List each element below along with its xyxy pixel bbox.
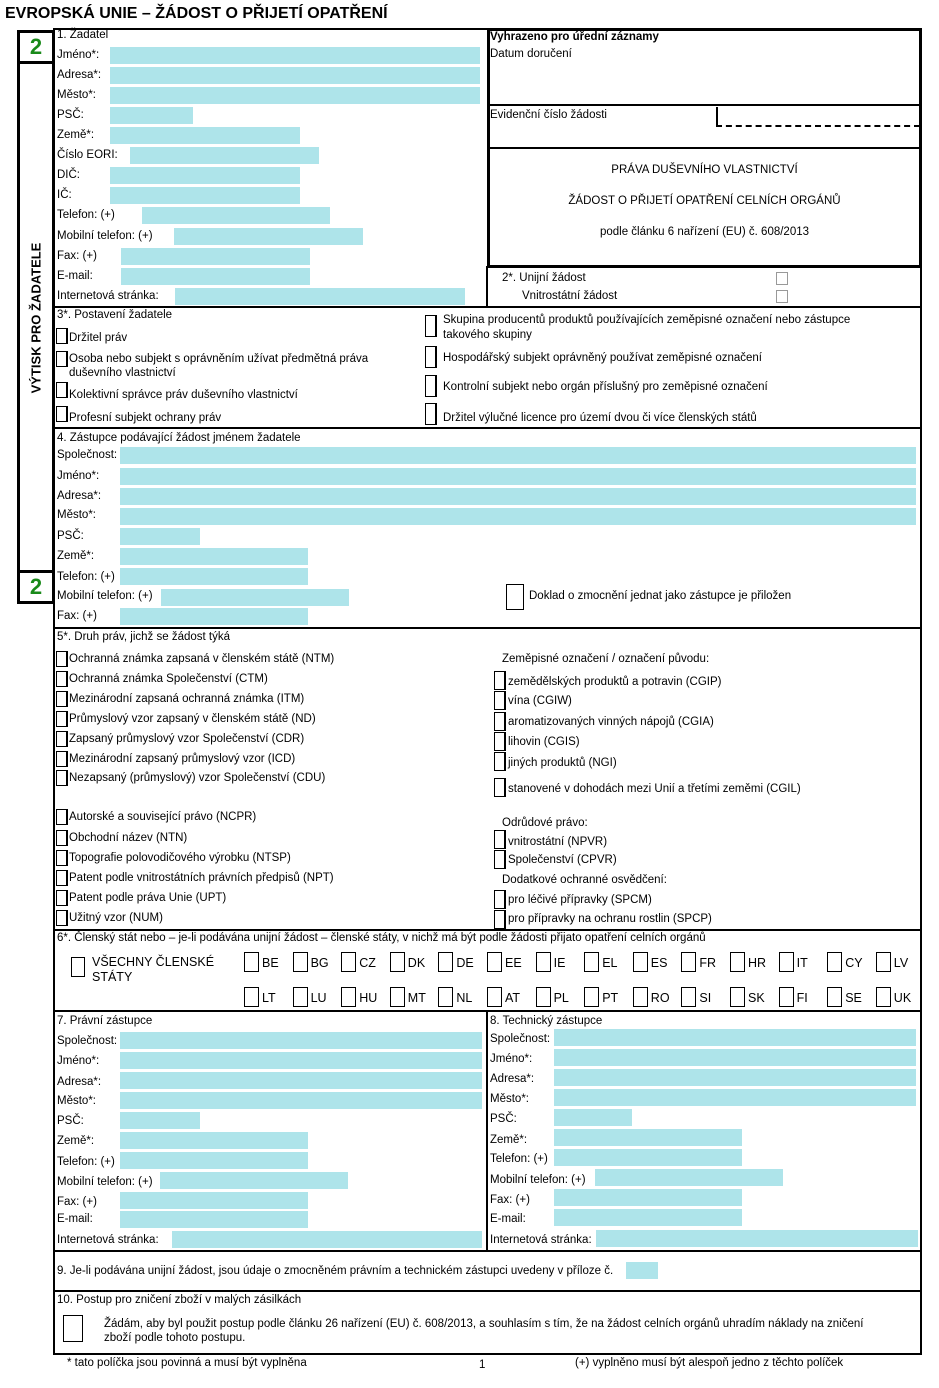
s7-jmeno-label: Jméno*: xyxy=(57,1055,100,1067)
state-label-ee: EE xyxy=(505,956,522,970)
s7-mobil-label: Mobilní telefon: (+) xyxy=(57,1176,153,1188)
s1-fax-label: Fax: (+) xyxy=(57,250,97,262)
office-evidencni-field[interactable] xyxy=(716,107,920,127)
state-label-mt: MT xyxy=(407,991,426,1005)
s5-dod-1: pro přípravky na ochranu rostlin (SPCP) xyxy=(508,913,712,925)
s6-all-label-2: STÁTY xyxy=(92,970,133,984)
state-label-bg: BG xyxy=(310,956,329,970)
s7-jmeno-input[interactable] xyxy=(120,1052,482,1069)
s1-heading: 1. Žadatel xyxy=(57,29,109,41)
s7-web-input[interactable] xyxy=(172,1231,482,1248)
s8-email-label: E-mail: xyxy=(490,1213,526,1225)
s5-left2-1: Obchodní název (NTN) xyxy=(69,832,188,844)
state-checkbox-it[interactable] xyxy=(779,952,794,972)
s4-telefon-input[interactable] xyxy=(120,568,308,585)
s8-zeme-input[interactable] xyxy=(554,1129,742,1146)
s4-mobil-input[interactable] xyxy=(161,589,349,606)
s5-cdr-checkbox[interactable] xyxy=(56,731,68,747)
s7-email-label: E-mail: xyxy=(57,1213,93,1225)
s9-priloha-input[interactable] xyxy=(626,1262,658,1279)
s8-psc-input[interactable] xyxy=(554,1109,632,1126)
s7-adresa-input[interactable] xyxy=(120,1072,482,1089)
state-checkbox-bg[interactable] xyxy=(293,952,308,972)
s1-email-label: E-mail: xyxy=(57,270,93,282)
state-label-dk: DK xyxy=(407,956,426,970)
state-label-be: BE xyxy=(262,956,279,970)
state-label-de: DE xyxy=(456,956,474,970)
s10-heading: 10. Postup pro zničení zboží v malých zásilkách xyxy=(57,1294,302,1306)
s5-spcm-checkbox[interactable] xyxy=(494,890,506,909)
s3-skupina-checkbox[interactable] xyxy=(425,315,437,337)
state-checkbox-sk[interactable] xyxy=(730,987,745,1007)
s1-adresa-input[interactable] xyxy=(110,67,480,84)
s7-zeme-label: Země*: xyxy=(57,1135,95,1147)
state-checkbox-at[interactable] xyxy=(487,987,502,1007)
s4-zeme-input[interactable] xyxy=(120,548,308,565)
s6-all-checkbox[interactable] xyxy=(71,957,85,977)
s5-left2-5: Užitný vzor (NUM) xyxy=(69,912,163,924)
s3-drzitel-checkbox[interactable] xyxy=(56,328,68,344)
s8-spolecnost-input[interactable] xyxy=(554,1029,916,1046)
state-checkbox-se[interactable] xyxy=(827,987,842,1007)
state-label-ie: IE xyxy=(553,956,566,970)
s3-hospodarsky-checkbox[interactable] xyxy=(425,346,437,368)
s5-left2-3: Patent podle vnitrostátních právních předpisů (NPT) xyxy=(69,872,334,884)
s7-zeme-input[interactable] xyxy=(120,1132,308,1149)
office-datum-label: Datum doručení xyxy=(490,48,572,60)
s1-telefon-label: Telefon: (+) xyxy=(57,209,115,221)
s4-spolecnost-label: Společnost: xyxy=(57,449,118,461)
s5-icd-checkbox[interactable] xyxy=(56,751,68,767)
s3-profesni-checkbox[interactable] xyxy=(56,406,68,422)
s1-ic-label: IČ: xyxy=(57,189,72,201)
s1-zeme-input[interactable] xyxy=(110,127,300,144)
s8-heading: 8. Technický zástupce xyxy=(490,1015,603,1027)
copy-number-top: 2 xyxy=(17,30,55,64)
s5-left1-5: Mezinárodní zapsaný průmyslový vzor (ICD) xyxy=(69,753,296,765)
s5-cgip-checkbox[interactable] xyxy=(494,671,506,690)
s1-adresa-label: Adresa*: xyxy=(57,69,102,81)
state-checkbox-si[interactable] xyxy=(681,987,696,1007)
s5-cgil-checkbox[interactable] xyxy=(494,778,506,797)
s5-left1-4: Zapsaný průmyslový vzor Společenství (CDR) xyxy=(69,733,305,745)
s5-ncpr-checkbox[interactable] xyxy=(56,809,68,825)
s5-geo-1: vína (CGIW) xyxy=(508,695,572,707)
s4-mesto-label: Město*: xyxy=(57,509,96,521)
s5-geo-heading: Zeměpisné označení / označení původu: xyxy=(502,653,710,665)
s8-jmeno-input[interactable] xyxy=(554,1049,916,1066)
s4-fax-input[interactable] xyxy=(120,608,308,625)
s8-jmeno-label: Jméno*: xyxy=(490,1053,533,1065)
state-checkbox-pl[interactable] xyxy=(536,987,551,1007)
s1-mesto-label: Město*: xyxy=(57,89,96,101)
s8-telefon-input[interactable] xyxy=(554,1149,742,1166)
state-checkbox-mt[interactable] xyxy=(390,987,405,1007)
s8-psc-label: PSČ: xyxy=(490,1113,517,1125)
s5-left2-4: Patent podle práva Unie (UPT) xyxy=(69,892,227,904)
s1-telefon-input[interactable] xyxy=(142,207,330,224)
state-label-si: SI xyxy=(699,991,712,1005)
state-label-el: EL xyxy=(602,956,618,970)
s4-mobil-label: Mobilní telefon: (+) xyxy=(57,590,153,602)
s7-telefon-input[interactable] xyxy=(120,1152,308,1169)
s5-geo-3: lihovin (CGIS) xyxy=(508,736,580,748)
s8-adresa-input[interactable] xyxy=(554,1069,916,1086)
s7-fax-label: Fax: (+) xyxy=(57,1196,97,1208)
s1-web-input[interactable] xyxy=(175,288,465,305)
state-checkbox-el[interactable] xyxy=(584,952,599,972)
state-label-ro: RO xyxy=(650,991,670,1005)
state-checkbox-lt[interactable] xyxy=(244,987,259,1007)
s5-left2-0: Autorské a související právo (NCPR) xyxy=(69,811,257,823)
state-checkbox-ie[interactable] xyxy=(536,952,551,972)
s7-spolecnost-input[interactable] xyxy=(120,1032,482,1049)
s4-doklad-label: Doklad o zmocnění jednat jako zástupce je přiložen xyxy=(529,590,792,602)
office-line2: ŽÁDOST O PŘIJETÍ OPATŘENÍ CELNÍCH ORGÁNŮ xyxy=(568,195,841,207)
s1-ic-input[interactable] xyxy=(110,187,300,204)
s3-left-0: Držitel práv xyxy=(69,332,128,344)
s7-psc-input[interactable] xyxy=(120,1112,200,1129)
s7-spolecnost-label: Společnost: xyxy=(57,1035,118,1047)
s5-geo-2: aromatizovaných vinných nápojů (CGIA) xyxy=(508,716,714,728)
copy-label: VÝTISK PRO ŽADATELE xyxy=(28,242,44,394)
s4-zeme-label: Země*: xyxy=(57,550,95,562)
office-line1: PRÁVA DUŠEVNÍHO VLASTNICTVÍ xyxy=(611,164,798,176)
state-checkbox-lv[interactable] xyxy=(876,952,891,972)
s8-email-input[interactable] xyxy=(554,1209,742,1226)
state-label-pl: PL xyxy=(553,991,569,1005)
s7-telefon-label: Telefon: (+) xyxy=(57,1156,115,1168)
state-checkbox-nl[interactable] xyxy=(438,987,453,1007)
s4-psc-label: PSČ: xyxy=(57,530,84,542)
s1-dic-input[interactable] xyxy=(110,167,300,184)
s4-doklad-checkbox[interactable] xyxy=(506,584,524,610)
state-label-se: SE xyxy=(845,991,862,1005)
s8-spolecnost-label: Společnost: xyxy=(490,1033,551,1045)
s1-email-input[interactable] xyxy=(121,268,310,285)
s10-text-2: zboží podle tohoto postupu. xyxy=(104,1332,246,1344)
s3-kolektivni-checkbox[interactable] xyxy=(56,382,68,398)
s4-jmeno-label: Jméno*: xyxy=(57,470,100,482)
s7-mobil-input[interactable] xyxy=(160,1172,348,1189)
state-checkbox-lu[interactable] xyxy=(293,987,308,1007)
state-checkbox-ee[interactable] xyxy=(487,952,502,972)
s6-heading: 6*. Členský stát nebo – je-li podávána unijní žádost – členské státy, v nichž má být podle žádosti přijato opatření celních orgánů xyxy=(57,932,706,944)
state-checkbox-fr[interactable] xyxy=(681,952,696,972)
s5-itm-checkbox[interactable] xyxy=(56,691,68,707)
s5-geo-5: stanovené v dohodách mezi Unií a třetími zeměmi (CGIL) xyxy=(508,783,801,795)
state-label-es: ES xyxy=(650,956,668,970)
s1-psc-label: PSČ: xyxy=(57,109,84,121)
s5-cpvr-checkbox[interactable] xyxy=(494,850,506,869)
s6-all-label-1: VŠECHNY ČLENSKÉ xyxy=(92,955,215,969)
s1-jmeno-input[interactable] xyxy=(110,47,480,64)
s4-fax-label: Fax: (+) xyxy=(57,610,97,622)
s4-spolecnost-input[interactable] xyxy=(120,447,916,464)
s5-npvr-checkbox[interactable] xyxy=(494,830,506,849)
state-checkbox-cz[interactable] xyxy=(341,952,356,972)
s8-mesto-input[interactable] xyxy=(554,1089,916,1106)
s10-checkbox[interactable] xyxy=(63,1315,83,1342)
state-label-fr: FR xyxy=(699,956,717,970)
s1-jmeno-label: Jméno*: xyxy=(57,49,100,61)
s10-text-1: Žádám, aby byl použit postup podle článku 26 nařízení (EU) č. 608/2013, a souhlasím s tím, že na žádost celních orgánů uhradím náklady na zničení xyxy=(104,1318,864,1330)
state-label-lv: LV xyxy=(893,956,909,970)
s7-heading: 7. Právní zástupce xyxy=(57,1015,153,1027)
s2-unijni-label: 2*. Unijní žádost xyxy=(502,272,586,284)
s5-cgiw-checkbox[interactable] xyxy=(494,691,506,710)
s3-right-2: Hospodářský subjekt oprávněný používat zeměpisné označení xyxy=(443,352,762,364)
state-label-at: AT xyxy=(505,991,521,1005)
s5-cgia-checkbox[interactable] xyxy=(494,712,506,731)
s2-unijni-checkbox[interactable] xyxy=(776,272,788,285)
s5-spcp-checkbox[interactable] xyxy=(494,910,506,929)
s4-jmeno-input[interactable] xyxy=(120,468,916,485)
s5-cgis-checkbox[interactable] xyxy=(494,732,506,751)
s5-nd-checkbox[interactable] xyxy=(56,711,68,727)
s1-mobil-input[interactable] xyxy=(174,228,363,245)
s9-text: 9. Je-li podávána unijní žádost, jsou údaje o zmocněném právním a technickém zástupci uvedeny v příloze č. xyxy=(57,1265,614,1277)
s3-licence-checkbox[interactable] xyxy=(425,403,437,425)
state-label-cz: CZ xyxy=(359,956,376,970)
state-checkbox-be[interactable] xyxy=(244,952,259,972)
s2-vnitrostatni-checkbox[interactable] xyxy=(776,290,788,303)
office-line3: podle článku 6 nařízení (EU) č. 608/2013 xyxy=(599,226,810,238)
s5-dod-heading: Dodatkové ochranné osvědčení: xyxy=(502,874,667,886)
s5-num-checkbox[interactable] xyxy=(56,910,68,926)
s5-ctm-checkbox[interactable] xyxy=(56,671,68,687)
state-label-hu: HU xyxy=(359,991,378,1005)
s1-web-label: Internetová stránka: xyxy=(57,290,159,302)
footer-page-number: 1 xyxy=(479,1359,486,1371)
state-label-pt: PT xyxy=(602,991,619,1005)
s7-web-label: Internetová stránka: xyxy=(57,1234,159,1246)
state-checkbox-uk[interactable] xyxy=(876,987,891,1007)
s2-vnitrostatni-label: Vnitrostátní žádost xyxy=(522,290,618,302)
state-label-lu: LU xyxy=(310,991,327,1005)
s8-fax-label: Fax: (+) xyxy=(490,1194,530,1206)
state-checkbox-de[interactable] xyxy=(438,952,453,972)
state-checkbox-cy[interactable] xyxy=(827,952,842,972)
state-label-nl: NL xyxy=(456,991,473,1005)
s3-right-3: Kontrolní subjekt nebo orgán příslušný pro zeměpisné označení xyxy=(443,381,768,393)
s4-psc-input[interactable] xyxy=(120,528,200,545)
state-label-lt: LT xyxy=(262,991,276,1005)
copy-number-bottom: 2 xyxy=(17,570,55,604)
s3-right-4: Držitel výlučné licence pro území dvou či více členských států xyxy=(443,412,757,424)
s3-right-1: takového skupiny xyxy=(443,329,532,341)
s4-heading: 4. Zástupce podávající žádost jménem žadatele xyxy=(57,432,301,444)
s5-heading: 5*. Druh práv, jichž se žádost týká xyxy=(57,631,230,643)
s3-left-3: Kolektivní správce práv duševního vlastnictví xyxy=(69,389,298,401)
s4-adresa-label: Adresa*: xyxy=(57,490,102,502)
s8-mesto-label: Město*: xyxy=(490,1093,529,1105)
s5-odr-heading: Odrůdové právo: xyxy=(502,817,588,829)
s5-left1-2: Mezinárodní zapsaná ochranná známka (ITM) xyxy=(69,693,305,705)
s7-mesto-label: Město*: xyxy=(57,1095,96,1107)
s5-ntsp-checkbox[interactable] xyxy=(56,850,68,866)
s4-adresa-input[interactable] xyxy=(120,488,916,505)
state-label-cy: CY xyxy=(845,956,863,970)
state-label-hr: HR xyxy=(748,956,767,970)
s5-cdu-checkbox[interactable] xyxy=(56,770,68,786)
s7-fax-input[interactable] xyxy=(120,1192,308,1209)
s1-mesto-input[interactable] xyxy=(110,87,480,104)
s5-left1-6: Nezapsaný (průmyslový) vzor Společenství (CDU) xyxy=(69,772,326,784)
s5-left1-3: Průmyslový vzor zapsaný v členském státě (ND) xyxy=(69,713,316,725)
s5-odr-1: Společenství (CPVR) xyxy=(508,854,617,866)
s3-left-4: Profesní subjekt ochrany práv xyxy=(69,412,222,424)
s1-dic-label: DIČ: xyxy=(57,169,80,181)
s3-right-0: Skupina producentů produktů používajících zeměpisné označení nebo zástupce xyxy=(443,314,851,326)
s1-mobil-label: Mobilní telefon: (+) xyxy=(57,230,153,242)
s8-mobil-input[interactable] xyxy=(595,1169,783,1186)
s1-eori-input[interactable] xyxy=(130,147,319,164)
office-evidencni-label: Evidenční číslo žádosti xyxy=(490,109,607,121)
state-checkbox-hu[interactable] xyxy=(341,987,356,1007)
state-label-fi: FI xyxy=(796,991,808,1005)
s8-adresa-label: Adresa*: xyxy=(490,1073,535,1085)
state-checkbox-es[interactable] xyxy=(633,952,648,972)
s7-email-input[interactable] xyxy=(120,1211,308,1228)
s8-telefon-label: Telefon: (+) xyxy=(490,1153,548,1165)
s5-left1-0: Ochranná známka zapsaná v členském státě (NTM) xyxy=(69,653,335,665)
s3-osoba-checkbox[interactable] xyxy=(56,351,68,367)
state-checkbox-hr[interactable] xyxy=(730,952,745,972)
office-heading: Vyhrazeno pro úřední záznamy xyxy=(490,31,659,43)
s8-zeme-label: Země*: xyxy=(490,1134,528,1146)
s1-fax-input[interactable] xyxy=(121,248,310,265)
s7-adresa-label: Adresa*: xyxy=(57,1076,102,1088)
s5-geo-0: zemědělských produktů a potravin (CGIP) xyxy=(508,676,722,688)
state-label-uk: UK xyxy=(893,991,912,1005)
s5-left2-2: Topografie polovodičového výrobku (NTSP) xyxy=(69,852,291,864)
s1-eori-label: Číslo EORI: xyxy=(57,149,118,161)
s5-dod-0: pro léčivé přípravky (SPCM) xyxy=(508,894,652,906)
s5-npt-checkbox[interactable] xyxy=(56,870,68,886)
s4-mesto-input[interactable] xyxy=(120,508,916,525)
s5-geo-4: jiných produktů (NGI) xyxy=(508,757,617,769)
s3-left-1: Osoba nebo subjekt s oprávněním užívat předmětná práva xyxy=(69,353,369,365)
s8-web-input[interactable] xyxy=(596,1230,918,1247)
page-title: EVROPSKÁ UNIE – ŽÁDOST O PŘIJETÍ OPATŘENÍ xyxy=(5,5,388,22)
s3-heading: 3*. Postavení žadatele xyxy=(57,309,173,321)
footer-note-right: (+) vyplněno musí být alespoň jedno z těchto políček xyxy=(575,1357,844,1369)
s1-zeme-label: Země*: xyxy=(57,129,95,141)
state-label-sk: SK xyxy=(748,991,765,1005)
s7-mesto-input[interactable] xyxy=(120,1092,482,1109)
s5-left1-1: Ochranná známka Společenství (CTM) xyxy=(69,673,268,685)
s5-upt-checkbox[interactable] xyxy=(56,890,68,906)
s8-mobil-label: Mobilní telefon: (+) xyxy=(490,1174,586,1186)
footer-note-left: * tato políčka jsou povinná a musí být vyplněna xyxy=(67,1357,307,1369)
s5-ntm-checkbox[interactable] xyxy=(56,651,68,667)
s1-psc-input[interactable] xyxy=(110,107,193,124)
s5-ngi-checkbox[interactable] xyxy=(494,752,506,771)
state-checkbox-fi[interactable] xyxy=(779,987,794,1007)
state-checkbox-dk[interactable] xyxy=(390,952,405,972)
s3-kontrolni-checkbox[interactable] xyxy=(425,375,437,397)
s8-fax-input[interactable] xyxy=(554,1189,742,1206)
s5-ntn-checkbox[interactable] xyxy=(56,830,68,846)
s5-odr-0: vnitrostátní (NPVR) xyxy=(508,836,608,848)
s4-telefon-label: Telefon: (+) xyxy=(57,571,115,583)
s8-web-label: Internetová stránka: xyxy=(490,1234,592,1246)
s7-psc-label: PSČ: xyxy=(57,1115,84,1127)
s3-left-2: duševního vlastnictví xyxy=(69,367,176,379)
state-label-it: IT xyxy=(796,956,808,970)
state-checkbox-ro[interactable] xyxy=(633,987,648,1007)
state-checkbox-pt[interactable] xyxy=(584,987,599,1007)
